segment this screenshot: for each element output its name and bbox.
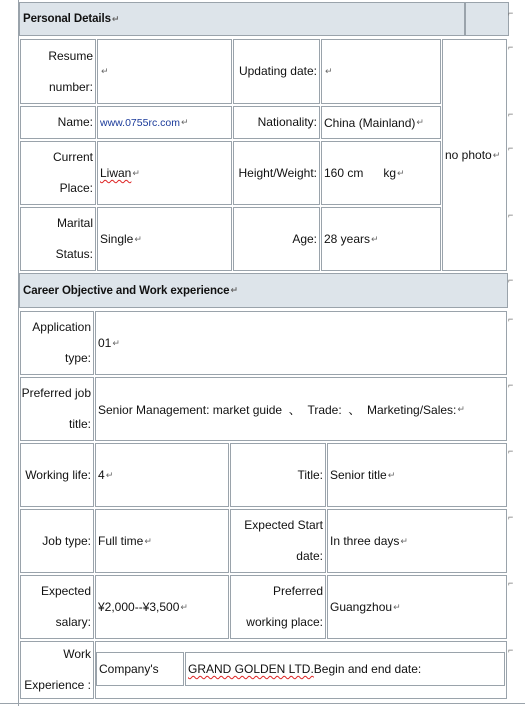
expected-start-label-cell	[230, 509, 326, 573]
updating-date-label: Updating date:	[238, 64, 317, 78]
paragraph-mark: ↵	[416, 117, 424, 127]
row-end-mark: ⌐	[508, 210, 514, 220]
height-weight-label-cell	[233, 141, 320, 205]
corner-mark: ⌐	[508, 8, 514, 18]
application-type-label: Application type:	[32, 320, 91, 365]
height-weight-label: Height/Weight:	[238, 165, 317, 180]
working-life-value-cell	[95, 443, 229, 507]
name-value-cell	[97, 106, 232, 139]
paragraph-mark: ↵	[111, 13, 120, 24]
title-label-cell	[230, 443, 326, 507]
name-label: Name:	[57, 115, 93, 129]
preferred-job-title-value-cell	[95, 377, 507, 441]
expected-start-label: Expected Start date:	[244, 518, 323, 563]
age-value: 28 years	[324, 232, 371, 246]
updating-date-value-cell	[321, 39, 441, 104]
paragraph-mark: ↵	[457, 403, 465, 414]
paragraph-mark: ↵	[112, 337, 120, 348]
paragraph-mark: ↵	[393, 601, 401, 612]
nationality-label: Nationality:	[257, 115, 317, 129]
row-end-mark: ⌐	[508, 109, 514, 119]
job-type-value-cell	[95, 509, 229, 573]
row-end-mark: ⌐	[508, 645, 514, 655]
title-label: Title:	[297, 467, 323, 482]
job-type-label-cell	[20, 509, 94, 573]
working-life-value: 4	[98, 468, 105, 482]
photo-placeholder: no photo	[445, 148, 492, 162]
begin-end-date-label: Begin and end date:	[313, 662, 422, 676]
name-label-cell	[20, 106, 96, 139]
age-label-cell	[233, 207, 320, 271]
company-value: GRAND GOLDEN LTD.	[188, 662, 314, 676]
job-type-value: Full time	[98, 534, 144, 548]
resume-number-label-cell	[20, 39, 96, 104]
preferred-job-title-label: Preferred job title:	[21, 386, 91, 431]
preferred-job-title-value: Senior Management: market guide 、 Trade: 、 Marketing/Sales:	[98, 402, 457, 417]
paragraph-mark: ↵	[180, 117, 189, 127]
current-place-value: Liwan	[100, 166, 132, 180]
working-life-label-cell	[20, 443, 94, 507]
preferred-place-label-cell	[230, 575, 326, 639]
paragraph-mark: ↵	[492, 149, 501, 160]
work-experience-label: Work Experience :	[24, 647, 91, 692]
row-end-mark: ⌐	[508, 512, 514, 522]
preferred-place-label: Preferred working place:	[246, 584, 323, 629]
marital-status-value: Single	[100, 232, 134, 246]
paragraph-mark: ↵	[144, 535, 152, 546]
paragraph-mark: ↵	[132, 167, 140, 178]
row-end-mark: ⌐	[508, 446, 514, 456]
company-label-cell	[96, 652, 184, 686]
application-type-value: 01	[98, 336, 112, 350]
personal-details-header-end	[465, 2, 509, 36]
height-weight-value-cell	[321, 141, 441, 205]
working-life-label: Working life:	[25, 467, 91, 482]
preferred-place-value: Guangzhou	[330, 600, 393, 614]
current-place-value-cell	[97, 141, 232, 205]
company-label: Company's	[99, 662, 159, 676]
photo-cell	[442, 39, 507, 271]
expected-salary-value-cell	[95, 575, 229, 639]
age-label: Age:	[292, 231, 317, 246]
paragraph-mark: ↵	[230, 285, 238, 295]
page-bottom-rule	[0, 703, 525, 704]
age-value-cell	[321, 207, 441, 271]
row-end-mark: ⌐	[508, 42, 514, 52]
nationality-value: China (Mainland)	[324, 115, 416, 130]
current-place-label: Current Place:	[52, 150, 93, 195]
paragraph-mark: ↵	[105, 469, 114, 480]
title-value: Senior title	[330, 468, 387, 482]
nationality-value-cell	[321, 106, 441, 139]
row-end-mark: ⌐	[508, 578, 514, 588]
paragraph-mark: ↵	[400, 535, 408, 546]
updating-date-label-cell	[233, 39, 320, 104]
career-header-title: Career Objective and Work experience	[23, 284, 230, 297]
application-type-label-cell	[20, 311, 94, 375]
row-end-mark: ⌐	[508, 143, 514, 153]
paragraph-mark: ↵	[101, 66, 109, 76]
work-experience-label-cell	[20, 641, 94, 699]
job-type-label: Job type:	[42, 533, 91, 548]
application-type-value-cell	[95, 311, 507, 375]
paragraph-mark: ↵	[397, 167, 405, 178]
paragraph-mark: ↵	[180, 601, 188, 612]
preferred-place-value-cell	[327, 575, 507, 639]
resume-number-label: Resume number:	[48, 48, 93, 94]
career-header	[19, 273, 508, 308]
paragraph-mark: ↵	[134, 233, 142, 244]
personal-details-title: Personal Details	[23, 13, 111, 25]
preferred-job-title-label-cell	[20, 377, 94, 441]
row-end-mark: ⌐	[508, 380, 514, 390]
page-left-rule	[18, 0, 19, 706]
expected-salary-value: ¥2,000--¥3,500	[98, 600, 180, 614]
expected-salary-label: Expected salary:	[40, 584, 91, 629]
resume-number-value-cell	[97, 39, 232, 104]
marital-status-label: Marital Status:	[55, 216, 93, 261]
row-end-mark: ⌐	[508, 314, 514, 324]
expected-salary-label-cell	[20, 575, 94, 639]
current-place-label-cell	[20, 141, 96, 205]
personal-details-header	[19, 2, 465, 36]
company-value-cell	[185, 652, 505, 686]
nationality-label-cell	[233, 106, 320, 139]
paragraph-mark: ↵	[387, 469, 396, 480]
marital-status-value-cell	[97, 207, 232, 271]
paragraph-mark: ↵	[371, 233, 379, 244]
marital-status-label-cell	[20, 207, 96, 271]
name-value[interactable]: www.0755rc.com	[100, 116, 180, 129]
paragraph-mark: ↵	[325, 66, 333, 76]
title-value-cell	[327, 443, 507, 507]
expected-start-value: In three days	[330, 534, 400, 548]
row-end-mark: ⌐	[508, 275, 514, 285]
height-weight-value: 160 cm kg	[324, 166, 397, 180]
expected-start-value-cell	[327, 509, 507, 573]
